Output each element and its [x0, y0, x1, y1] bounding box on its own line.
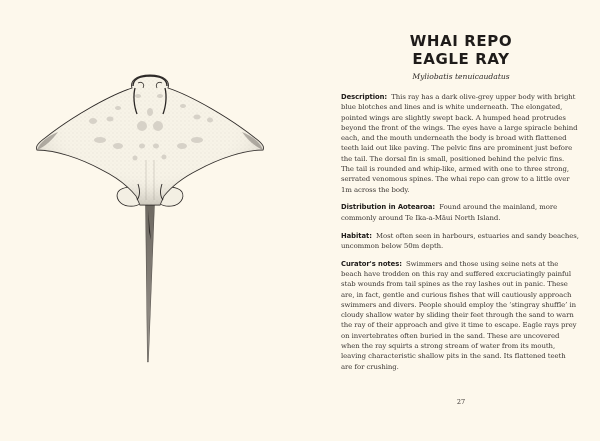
section-label: Habitat: [341, 231, 372, 240]
tail [146, 205, 155, 362]
species-info [341, 92, 579, 379]
section-text: Swimmers and those using seine nets at the beach have trodden on this ray and suffered excruciatingly painful stab wounds from tail spines as the ray lashes out in panic. These are, in fact, gentle and curious fishes that will cautiously approach swimmers and divers. People should employ the ‘stingray shuffle’ in cloudy shallow water by sliding their feet through the sand to warn the ray of their approach and give it time to escape. Eagle rays prey on invertebrates often buried in the sand. These are uncovered when the ray squirts a strong stream of water from its mouth, leaving characteristic shallow pits in the sand. Its flattened teeth are for crushing. [341, 259, 577, 371]
page-title [341, 32, 581, 68]
title-maori-name: WHAI REPO [409, 32, 513, 50]
section-label: Curator's notes: [341, 259, 402, 268]
section-description [341, 92, 579, 195]
section-text: This ray has a dark olive-grey upper body with bright blue blotches and lines and is white underneath. The elongated, pointed wings are slightly swept back. A humped head protrudes beyond the front of the wings. The eyes have a large spiracle behind each, and the mouth underneath the body is broad with flattened teeth laid out like paving. The pelvic fins are prominent just before the tail. The dorsal fin is small, positioned behind the pelvic fins. The tail is rounded and whip-like, armed with one to three strong, serrated venomous spines. The whai repo can grow to a little over 1m across the body. [341, 93, 578, 194]
title-common-name: EAGLE RAY [412, 50, 510, 68]
section-distribution [341, 202, 579, 223]
section-curators-notes [341, 259, 579, 372]
scientific-name: Myliobatis tenuicaudatus [412, 72, 510, 81]
section-label: Description: [341, 93, 388, 101]
page-number: 27 [456, 398, 466, 406]
section-text: Found around the mainland, more commonly around Te Ika-a-Māui North Island. [341, 203, 558, 222]
section-label: Distribution in Aotearoa: [341, 203, 436, 212]
section-text: Most often seen in harbours, estuaries and sandy beaches, uncommon below 50m depth. [341, 231, 579, 250]
section-habitat [341, 231, 579, 252]
